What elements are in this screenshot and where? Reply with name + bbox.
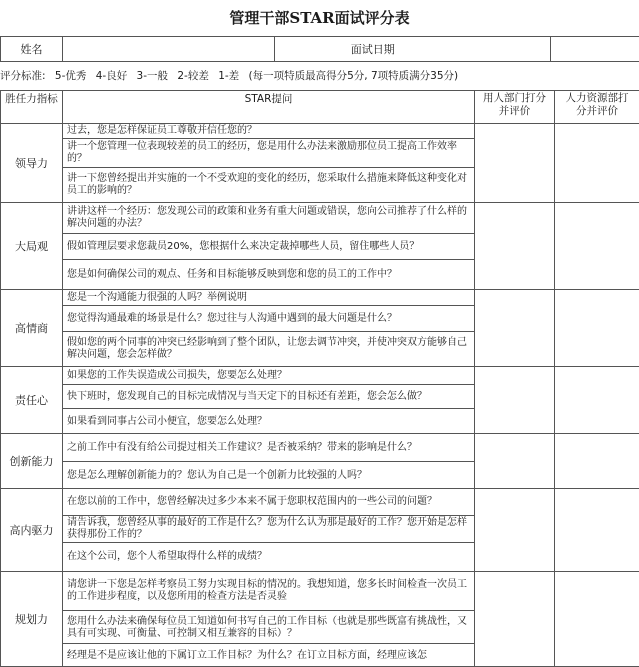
grade-1: 1-差 (218, 70, 240, 82)
question: 之前工作中有没有给公司提过相关工作建议？是否被采纳？带来的影响是什么？ (63, 434, 475, 462)
grade-3: 3-一般 (136, 70, 169, 82)
question: 经理是不是应该让他的下属订立工作目标？为什么？在订立目标方面，经理应该怎 (63, 644, 475, 667)
question: 您是如何确保公司的观点、任务和目标能够反映到您和您的员工的工作中？ (63, 259, 475, 289)
question: 请告诉我，您曾经从事的最好的工作是什么？您为什么认为那是最好的工作？您开始是怎样获得那份工作的？ (63, 515, 475, 542)
hr-score-innovation[interactable] (555, 434, 639, 489)
question: 假如您的两个同事的冲突已经影响到了整个团队，让您去调节冲突，并使冲突双方能够自己解决问题，您会怎样做？ (63, 331, 475, 366)
hr-score-leadership[interactable] (555, 124, 639, 203)
competency-big-picture: 大局观 (1, 202, 63, 289)
header-competency: 胜任力指标 (1, 91, 63, 124)
competency-leadership: 领导力 (1, 124, 63, 203)
question: 在您以前的工作中，您曾经解决过多少本来不属于您职权范围内的一些公司的问题？ (63, 489, 475, 516)
question: 在这个公司，您个人希望取得什么样的成绩？ (63, 542, 475, 571)
question: 讲讲这样一个经历：您发现公司的政策和业务有重大问题或错误，您向公司推荐了什么样的解决问题的办法？ (63, 202, 475, 233)
dept-score-planning[interactable] (475, 571, 555, 666)
competency-planning: 规划力 (1, 571, 63, 666)
scoring-standard (0, 64, 639, 88)
grade-2: 2-较差 (177, 70, 209, 82)
question: 快下班时，您发现自己的目标完成情况与当天定下的目标还有差距，您会怎么做？ (63, 384, 475, 409)
competency-eq: 高情商 (1, 289, 63, 367)
question: 假如管理层要求您裁员20%，您根据什么来决定裁掉哪些人员，留住哪些人员？ (63, 233, 475, 259)
header-dept: 用人部门打分并评价 (475, 91, 555, 124)
header-star: STAR提问 (63, 91, 475, 124)
dept-score-eq[interactable] (475, 289, 555, 367)
dept-score-innovation[interactable] (475, 434, 555, 489)
competency-responsibility: 责任心 (1, 367, 63, 434)
hr-score-planning[interactable] (555, 571, 639, 666)
name-label: 姓名 (1, 37, 63, 62)
dept-score-responsibility[interactable] (475, 367, 555, 434)
dept-score-self-drive[interactable] (475, 489, 555, 572)
date-field[interactable] (471, 37, 551, 62)
info-extra-cell (551, 37, 639, 62)
question: 讲一下您曾经提出并实施的一个不受欢迎的变化的经历，您采取什么措施来降低这种变化对员工的影响的？ (63, 167, 475, 202)
scale-note: (每一项特质最高得分5分, 7项特质满分35分) (248, 70, 459, 82)
question: 如果您的工作失误造成公司损失，您要怎么处理？ (63, 367, 475, 385)
competency-self-drive: 高内驱力 (1, 489, 63, 572)
grade-4: 4-良好 (95, 70, 128, 82)
grade-5: 5-优秀 (54, 70, 87, 82)
hr-score-responsibility[interactable] (555, 367, 639, 434)
star-grid (0, 90, 639, 667)
competency-innovation: 创新能力 (1, 434, 63, 489)
form-title: 管理干部STAR面试评分表 (229, 9, 410, 27)
question: 您是怎么理解创新能力的？您认为自己是一个创新力比较强的人吗？ (63, 462, 475, 489)
question: 请您讲一下您是怎样考察员工努力实现目标的情况的。我想知道，您多长时间检查一次员工的工作进步程度，以及您所用的检查方法是否灵验 (63, 571, 475, 610)
scale-label: 评分标准: (0, 70, 46, 82)
header-hr: 人力资源部打分并评价 (555, 91, 639, 124)
dept-score-big-picture[interactable] (475, 202, 555, 289)
question: 如果看到同事占公司小便宜，您要怎么处理？ (63, 409, 475, 434)
question: 讲一个您管理一位表现较差的员工的经历，您是用什么办法来激励那位员工提高工作效率的？ (63, 138, 475, 167)
info-table (0, 36, 639, 62)
question: 您觉得沟通最难的场景是什么？您过往与人沟通中遇到的最大问题是什么？ (63, 306, 475, 332)
question: 您是一个沟通能力很强的人吗？举例说明 (63, 289, 475, 306)
name-field[interactable] (63, 37, 275, 62)
dept-score-leadership[interactable] (475, 124, 555, 203)
question: 您用什么办法来确保每位员工知道如何书写自己的工作目标（也就是那些既富有挑战性，又具有可实现、可衡量、可控制又相互兼容的目标）？ (63, 611, 475, 644)
date-label: 面试日期 (275, 37, 471, 62)
hr-score-self-drive[interactable] (555, 489, 639, 572)
hr-score-big-picture[interactable] (555, 202, 639, 289)
question: 过去，您是怎样保证员工尊敬并信任您的？ (63, 124, 475, 138)
hr-score-eq[interactable] (555, 289, 639, 367)
